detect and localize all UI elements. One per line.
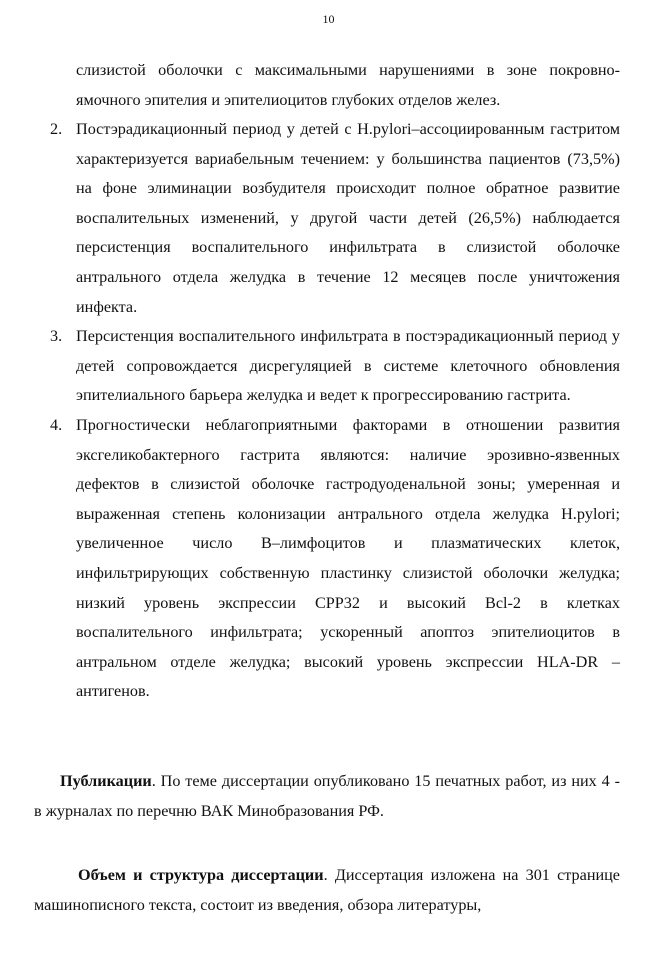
page-number: 10 [322,12,335,26]
list-item [50,115,620,322]
volume-structure-paragraph [34,860,620,920]
list-item-number: 2. [50,120,63,138]
list-item-text: Персистенция воспалительного инфильтрата в постэрадикационный период у детей сопровождается дисрегуляцией в системе клеточного обновления эпителиального барьера желудка и ведет к прогрессированию гастрита. [76,327,620,405]
volume-structure-text: . Диссертация изложена на 301 странице машинописного текста, состоит из введения, обзора литературы, [34,866,620,914]
list-item-number: 3. [50,327,63,346]
publications-text: . По теме диссертации опубликовано 15 печатных работ, из них 4 - в журналах по перечню ВАК Минобразования РФ. [34,772,620,820]
publications-heading: Публикации [60,772,152,790]
list-item-text: Прогностически неблагоприятными факторами в отношении развития эксгеликобактерного гастрита являются: наличие эрозивно-язвенных дефектов в слизистой оболочке гастродуоденальной зоны; умеренная и выраженная степень колонизации антрального отдела желудка H.pylori; увеличенное число B–лимфоцитов и плазматических клеток, инфильтрирующих собственную пластинку слизистой оболочки желудка; низкий уровень экспрессии CPP32 и высокий Bcl-2 в клетках воспалительного инфильтрата; ускоренный апоптоз эпителиоцитов в антральном отделе желудка; высокий уровень экспрессии HLA-DR – антигенов. [76,415,620,701]
list-item-number: 4. [50,415,63,434]
conclusions-list [50,115,620,707]
volume-structure-heading: Объем и структура диссертации [78,866,324,884]
list-item-text: Постэрадикационный период у детей с H.pylori–ассоциированным гастритом характеризуется вариабельным течением: у большинства пациентов (73,5%) на фоне элиминации возбудителя происходит полное обратное развитие воспалительных изменений, у другой части детей (26,5%) наблюдается персистенция воспалительного инфильтрата в слизистой оболочке антрального отдела желудка в течение 12 месяцев после уничтожения инфекта. [76,120,620,316]
continuation-paragraph: слизистой оболочки с максимальными нарушениями в зоне покровно-ямочного эпителия и эпителиоцитов глубоких отделов желез. [76,61,620,109]
publications-paragraph [34,766,620,826]
list-item [50,411,620,707]
list-item [50,322,620,411]
